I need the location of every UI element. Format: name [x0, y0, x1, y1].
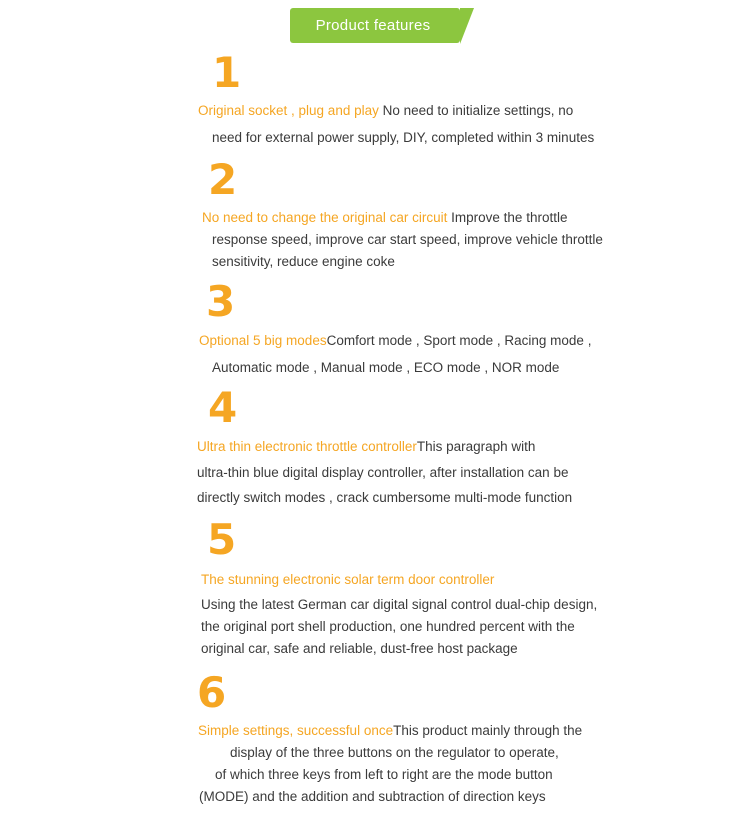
feature-number: 2 [208, 155, 238, 204]
feature-text: display of the three buttons on the regulator to operate, [230, 745, 559, 760]
feature-item-1 [0, 48, 750, 149]
feature-line [198, 100, 720, 122]
feature-item-3 [0, 277, 750, 379]
feature-text: the original port shell production, one hundred percent with the [201, 619, 575, 634]
feature-text: Comfort mode , Sport mode , Racing mode , [326, 333, 592, 348]
feature-highlight: Optional 5 big modes [199, 333, 327, 348]
feature-highlight: No need to change the original car circuit [202, 210, 448, 225]
feature-text: No need to initialize settings, no [378, 103, 574, 118]
feature-line [198, 720, 720, 742]
banner-container [0, 8, 750, 43]
feature-text: sensitivity, reduce engine coke [212, 254, 395, 269]
feature-text: This product mainly through the [393, 723, 583, 738]
feature-text: (MODE) and the addition and subtraction of direction keys [199, 789, 546, 804]
feature-number: 3 [206, 277, 236, 326]
feature-item-2 [0, 155, 750, 273]
feature-text: This paragraph with [416, 439, 536, 454]
feature-highlight-line [201, 569, 720, 591]
feature-number: 5 [207, 515, 237, 564]
feature-text: Automatic mode , Manual mode , ECO mode , NOR mode [212, 360, 560, 375]
feature-highlight: Simple settings, successful once [198, 723, 394, 738]
feature-line [202, 207, 720, 229]
feature-highlight: The stunning electronic solar term door controller [201, 572, 495, 587]
feature-item-4 [0, 383, 750, 509]
feature-number: 4 [208, 383, 238, 432]
feature-line [197, 436, 720, 458]
feature-line [199, 330, 720, 352]
feature-item-5 [0, 515, 750, 660]
feature-text: Improve the throttle [447, 210, 568, 225]
feature-item-6 [0, 668, 750, 808]
feature-text: directly switch modes , crack cumbersome multi-mode function [197, 490, 573, 505]
feature-number: 6 [197, 668, 227, 717]
feature-highlight: Original socket , plug and play [198, 103, 379, 118]
features-list [0, 48, 750, 814]
feature-text: original car, safe and reliable, dust-free host package [201, 641, 518, 656]
feature-highlight: Ultra thin electronic throttle controller [197, 439, 417, 454]
feature-text: Using the latest German car digital signal control dual-chip design, [201, 597, 598, 612]
page-title: Product features [290, 8, 461, 43]
feature-number: 1 [212, 48, 242, 97]
feature-text: of which three keys from left to right are the mode button [215, 767, 553, 782]
feature-text: need for external power supply, DIY, completed within 3 minutes [212, 130, 595, 145]
feature-text: ultra-thin blue digital display controller, after installation can be [197, 465, 569, 480]
feature-text: response speed, improve car start speed, improve vehicle throttle [212, 232, 603, 247]
